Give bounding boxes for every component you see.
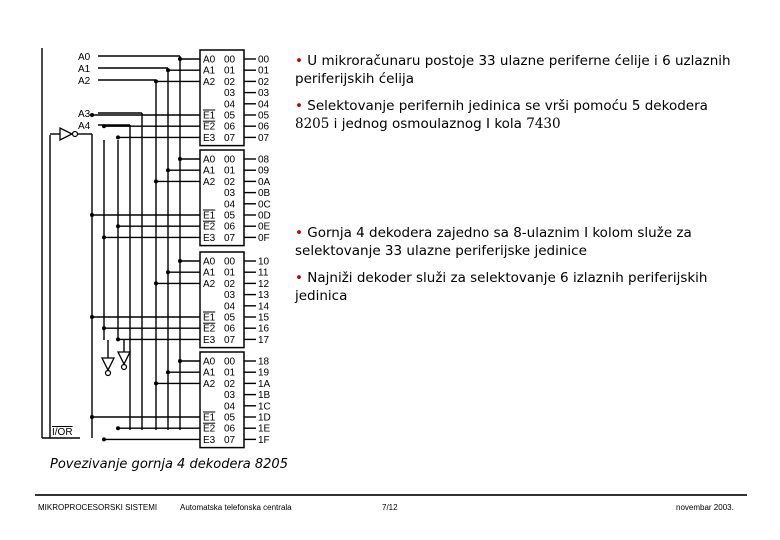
junction-dot: [90, 113, 94, 117]
decoder-output-label: 1E: [258, 423, 271, 435]
decoder-output-label: 07: [258, 132, 270, 144]
ior-inverter-icon: [60, 128, 72, 140]
decoder-input-label: E2: [203, 121, 216, 133]
address-label-a4: A4: [78, 121, 91, 132]
junction-dot: [102, 326, 106, 330]
bullet-1-text: U mikroračunaru postoje 33 ulazne periferne ćelije i 6 uzlaznih periferijskih ćelija: [295, 53, 731, 87]
junction-dot: [102, 235, 106, 239]
decoder-input-label: A0: [203, 256, 216, 268]
decoder-input-label: E3: [203, 232, 216, 244]
decoder-pin-label: 04: [224, 199, 236, 211]
decoder-output-label: 1A: [258, 378, 271, 390]
junction-dot: [102, 437, 106, 441]
decoder-input-label: A2: [203, 378, 216, 390]
decoder-pin-label: 01: [224, 367, 236, 379]
junction-dot: [116, 135, 120, 139]
decoder-pin-label: 02: [224, 76, 236, 88]
junction-dot: [90, 315, 94, 319]
bullet-2-chip-7430: 7430: [526, 116, 561, 132]
decoder-output-label: 01: [258, 65, 270, 77]
decoder-output-label: 19: [258, 367, 270, 379]
junction-dot: [154, 281, 158, 285]
bullet-2-text-a: Selektovanje perifernih jedinica se vrši pomoću 5 dekodera: [307, 98, 708, 114]
decoder-input-label: A1: [203, 267, 216, 279]
junction-dot: [154, 381, 158, 385]
decoder-pin-label: 03: [224, 88, 236, 100]
decoder-input-label: A0: [203, 154, 216, 166]
decoder-output-label: 0C: [258, 199, 271, 211]
decoder-output-label: 1D: [258, 412, 271, 424]
footer-course: MIKROPROCESORSKI SISTEMI: [38, 503, 158, 512]
decoder-input-label: E2: [203, 323, 216, 335]
decoder-output-label: 14: [258, 301, 270, 313]
address-label-a2: A2: [78, 76, 91, 87]
junction-dot: [166, 168, 170, 172]
junction-dot: [116, 337, 120, 341]
decoder-pin-label: 06: [224, 323, 236, 335]
decoder-output-label: 06: [258, 121, 270, 133]
decoder-pin-label: 00: [224, 256, 236, 268]
junction-dot: [166, 68, 170, 72]
a4-inverter-icon: [118, 352, 130, 364]
decoder-output-label: 0F: [258, 232, 270, 244]
decoder-output-label: 05: [258, 110, 270, 122]
decoder-output-label: 02: [258, 76, 270, 88]
junction-dot: [166, 370, 170, 374]
decoder-input-label: A1: [203, 65, 216, 77]
junction-dot: [178, 359, 182, 363]
bullet-dot: •: [295, 270, 303, 286]
decoder-pin-label: 02: [224, 176, 236, 188]
junction-dot: [178, 157, 182, 161]
address-label-a0: A0: [78, 52, 91, 63]
decoder-pin-label: 07: [224, 232, 236, 244]
decoder-pin-label: 00: [224, 154, 236, 166]
decoder-output-label: 13: [258, 290, 270, 302]
junction-dot: [90, 415, 94, 419]
footer-divider: [35, 494, 747, 496]
bullet-2-text-b: i jednog osmoulaznog I kola: [329, 116, 527, 132]
decoder-pin-label: 03: [224, 188, 236, 200]
decoder-output-label: 1B: [258, 390, 271, 402]
decoder-pin-label: 01: [224, 267, 236, 279]
decoder-pin-label: 07: [224, 132, 236, 144]
decoder-input-label: E1: [203, 210, 216, 222]
decoder-pin-label: 07: [224, 434, 236, 446]
decoder-pin-label: 03: [224, 390, 236, 402]
decoder-input-label: E3: [203, 434, 216, 446]
decoder-output-label: 08: [258, 154, 270, 166]
bullet-dot: •: [295, 98, 303, 114]
decoder-pin-label: 02: [224, 378, 236, 390]
decoder-output-label: 09: [258, 165, 270, 177]
decoder-input-label: A2: [203, 278, 216, 290]
bullet-dot: •: [295, 53, 303, 69]
bullet-2: [295, 97, 735, 133]
decoder-input-label: A0: [203, 356, 216, 368]
decoder-input-label: E2: [203, 423, 216, 435]
decoder-pin-label: 06: [224, 221, 236, 233]
junction-dot: [102, 124, 106, 128]
address-label-a1: A1: [78, 64, 91, 75]
decoder-pin-label: 03: [224, 290, 236, 302]
a3-inverter-icon: [102, 358, 114, 370]
footer-date: novembar 2003.: [676, 503, 734, 512]
decoder-pin-label: 01: [224, 65, 236, 77]
footer-page-number: 7/12: [382, 503, 398, 512]
decoder-schematic: [30, 40, 290, 450]
decoder-input-label: A0: [203, 54, 216, 66]
decoder-input-label: E1: [203, 110, 216, 122]
junction-dot: [154, 79, 158, 83]
junction-dot: [166, 270, 170, 274]
decoder-input-label: E3: [203, 132, 216, 144]
decoder-output-label: 10: [258, 256, 270, 268]
decoder-input-label: E3: [203, 334, 216, 346]
junction-dot: [90, 213, 94, 217]
decoder-output-label: 17: [258, 334, 270, 346]
decoder-input-label: E1: [203, 412, 216, 424]
bullet-4: [295, 269, 735, 305]
decoder-input-label: E2: [203, 221, 216, 233]
junction-dot: [116, 224, 120, 228]
decoder-pin-label: 04: [224, 301, 236, 313]
junction-dot: [116, 426, 120, 430]
bullet-1: [295, 52, 735, 88]
decoder-output-label: 16: [258, 323, 270, 335]
decoder-pin-label: 01: [224, 165, 236, 177]
decoder-pin-label: 04: [224, 401, 236, 413]
decoder-input-label: A1: [203, 367, 216, 379]
bullet-4-text: Najniži dekoder služi za selektovanje 6 izlaznih periferijskih jedinica: [295, 270, 708, 304]
decoder-pin-label: 05: [224, 312, 236, 324]
decoder-output-label: 18: [258, 356, 270, 368]
junction-dot: [178, 57, 182, 61]
decoder-output-label: 11: [258, 267, 269, 279]
address-label-a3: A3: [78, 109, 91, 120]
ior-label: I/OR: [52, 427, 73, 438]
decoder-output-label: 1C: [258, 401, 271, 413]
decoder-output-label: 0B: [258, 188, 271, 200]
decoder-output-label: 0E: [258, 221, 271, 233]
decoder-input-label: A1: [203, 165, 216, 177]
decoder-pin-label: 05: [224, 110, 236, 122]
junction-dot: [178, 259, 182, 263]
decoder-pin-label: 06: [224, 423, 236, 435]
decoder-input-label: E1: [203, 312, 216, 324]
decoder-pin-label: 05: [224, 412, 236, 424]
decoder-input-label: A2: [203, 76, 216, 88]
decoder-pin-label: 06: [224, 121, 236, 133]
bullet-3: [295, 224, 735, 260]
decoder-output-label: 0A: [258, 176, 271, 188]
decoder-pin-label: 02: [224, 278, 236, 290]
decoder-output-label: 03: [258, 88, 270, 100]
bullet-dot: •: [295, 225, 303, 241]
decoder-output-label: 15: [258, 312, 270, 324]
decoder-output-label: 00: [258, 54, 270, 66]
figure-caption: Povezivanje gornja 4 dekodera 8205: [50, 457, 288, 472]
decoder-input-label: A2: [203, 176, 216, 188]
footer-topic: Automatska telefonska centrala: [180, 503, 292, 512]
decoder-output-label: 1F: [258, 434, 270, 446]
decoder-output-label: 04: [258, 99, 270, 111]
bullet-3-text: Gornja 4 dekodera zajedno sa 8-ulaznim I kolom služe za selektovanje 33 ulazne periferijske jedinice: [295, 225, 692, 259]
decoder-pin-label: 04: [224, 99, 236, 111]
decoder-pin-label: 07: [224, 334, 236, 346]
decoder-output-label: 0D: [258, 210, 271, 222]
bullet-2-chip-8205: 8205: [295, 116, 330, 132]
junction-dot: [154, 179, 158, 183]
decoder-pin-label: 00: [224, 356, 236, 368]
decoder-pin-label: 00: [224, 54, 236, 66]
decoder-output-label: 12: [258, 278, 270, 290]
decoder-pin-label: 05: [224, 210, 236, 222]
